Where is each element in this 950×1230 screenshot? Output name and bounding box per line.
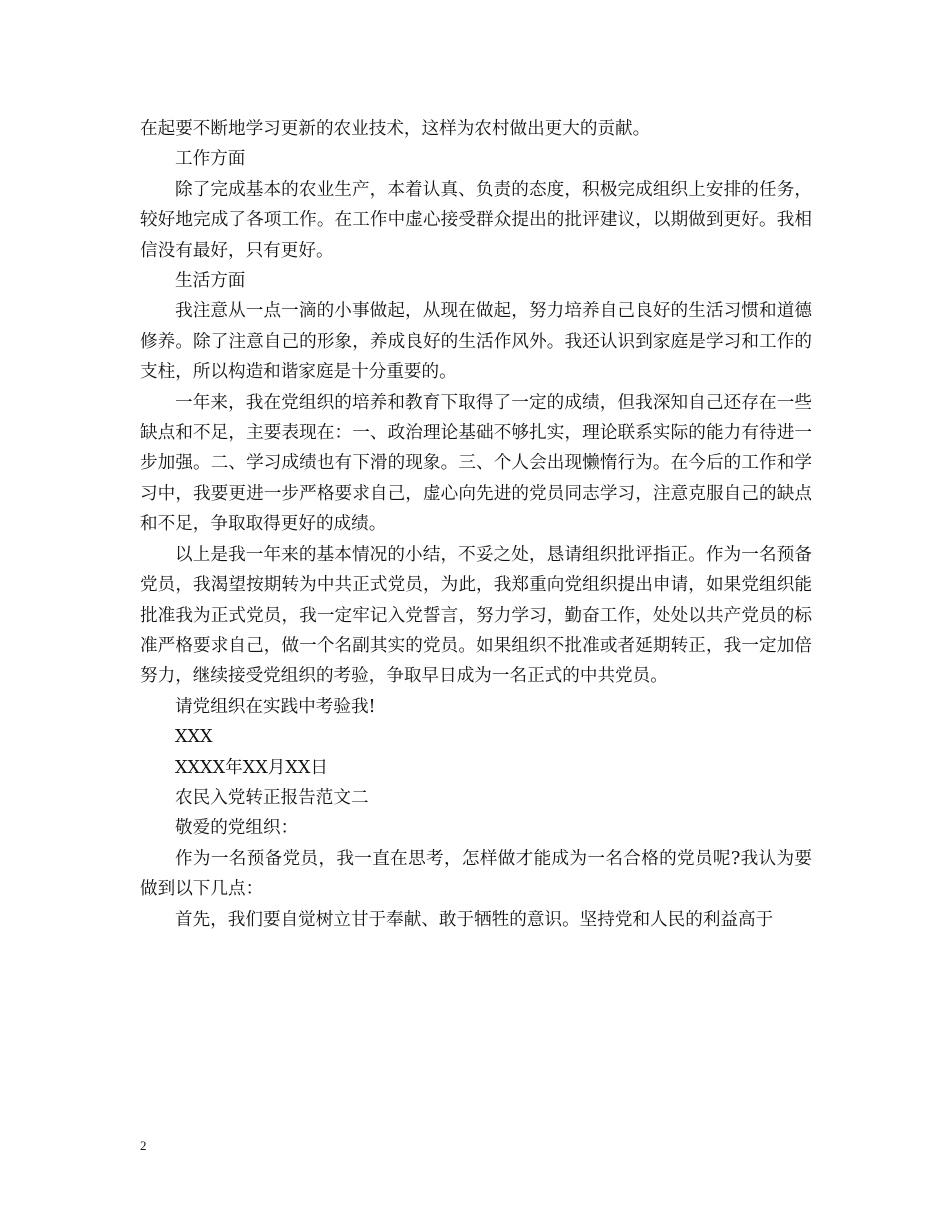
closing-line: 请党组织在实践中考验我!: [175, 696, 376, 717]
paragraph-shortcomings: 一年来，我在党组织的培养和教育下取得了一定的成绩，但我深知自己还存在一些缺点和不足，主要表现在：一、政治理论基础不够扎实，理论联系实际的能力有待进一步加强。二、学习成绩也有下滑的现象。三、个人会出现懒惰行为。在今后的工作和学习中，我要更进一步严格要求自己，虚心向先进的党员同志学习，注意克服自己的缺点和不足，争取取得更好的成绩。: [140, 392, 812, 535]
document-body: [140, 114, 812, 935]
paragraph-intro: 作为一名预备党员，我一直在思考，怎样做才能成为一名合格的党员呢?我认为要做到以下几点：: [140, 848, 812, 900]
signature-name: XXX: [175, 727, 213, 748]
paragraph-work: 除了完成基本的农业生产，本着认真、负责的态度，积极完成组织上安排的任务，较好地完成了各项工作。在工作中虚心接受群众提出的批评建议，以期做到更好。我相信没有最好，只有更好。: [140, 179, 812, 261]
page-number: 2: [140, 1138, 147, 1153]
paragraph-first-point: 首先，我们要自觉树立甘于奉献、敢于牺牲的意识。坚持党和人民的利益高于: [175, 909, 774, 930]
signature-date: XXXX年XX月XX日: [175, 757, 328, 778]
paragraph-life: 我注意从一点一滴的小事做起，从现在做起，努力培养自己良好的生活习惯和道德修养。除了注意自己的形象，养成良好的生活作风外。我还认识到家庭是学习和工作的支柱，所以构造和谐家庭是十分重要的。: [140, 301, 812, 383]
salutation: 敬爱的党组织：: [175, 818, 299, 839]
paragraph-continuation: 在起要不断地学习更新的农业技术，这样为农村做出更大的贡献。: [140, 119, 651, 139]
section-heading-life: 生活方面: [175, 271, 246, 292]
section-title-sample-two: 农民入党转正报告范文二: [175, 787, 369, 808]
section-heading-work: 工作方面: [175, 149, 246, 170]
paragraph-application: 以上是我一年来的基本情况的小结，不妥之处，恳请组织批评指正。作为一名预备党员，我渴望按期转为中共正式党员，为此，我郑重向党组织提出申请，如果党组织能批准我为正式党员，我一定牢记入党誓言，努力学习，勤奋工作，处处以共产党员的标准严格要求自己，做一个名副其实的党员。如果组织不批准或者延期转正，我一定加倍努力，继续接受党组织的考验，争取早日成为一名正式的中共党员。: [140, 544, 812, 687]
